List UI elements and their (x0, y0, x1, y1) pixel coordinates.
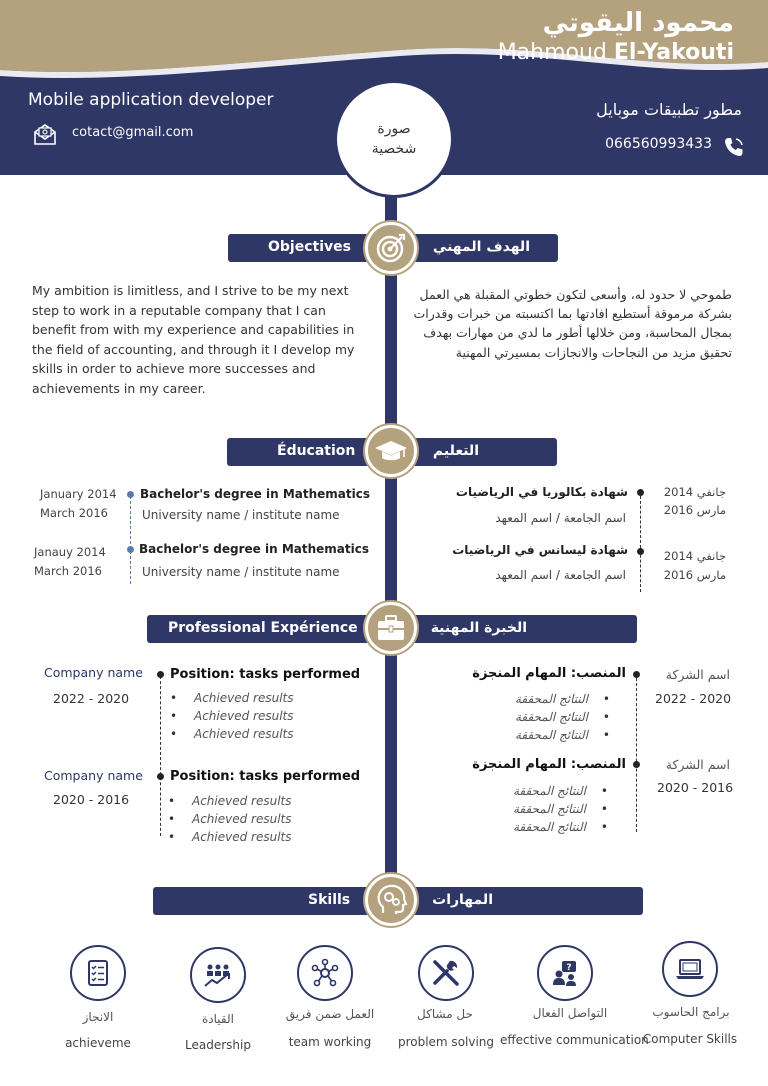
head-gears-icon (365, 874, 417, 926)
job-title-english: Mobile application developer (28, 90, 274, 110)
list-item: • Achieved results (170, 689, 294, 707)
exp-en-2-position: Position: tasks performed (170, 769, 361, 784)
exp-en-1-position: Position: tasks performed (170, 667, 361, 682)
phone-number[interactable]: 066560993433 (605, 136, 712, 152)
edu-en-2-institute: University name / institute name (142, 565, 340, 579)
exp-en-1-company: Company name (44, 665, 143, 680)
skill-label-ar: الانجاز (82, 1010, 114, 1024)
skill-label-en: Leadership (185, 1038, 251, 1052)
list-item: • Achieved results (170, 707, 294, 725)
edu-ar-2-institute: اسم الجامعة / اسم المعهد (495, 568, 626, 582)
edu-ar-1-institute: اسم الجامعة / اسم المعهد (495, 511, 626, 525)
edu-en-1-start: January 2014 (40, 487, 117, 501)
experience-ar-dot (633, 671, 640, 678)
education-en-dot (127, 546, 134, 553)
profile-photo-placeholder: صورة شخصية (334, 80, 454, 198)
experience-ar-connector (636, 678, 637, 832)
laptop-icon (662, 941, 718, 997)
exp-en-1-years: 2022 - 2020 (53, 691, 130, 706)
skills-title-en: Skills (308, 892, 351, 908)
education-ar-connector (640, 496, 641, 592)
exp-ar-2-results (513, 782, 608, 836)
job-title-arabic: مطور تطبيقات موبايل (596, 100, 742, 119)
education-en-connector (130, 496, 131, 584)
experience-en-dot (157, 671, 164, 678)
list-item: • Achieved results (168, 810, 292, 828)
edu-ar-1-degree: شهادة بكالوريا في الرياضيات (455, 485, 628, 499)
skill-label-ar: القيادة (202, 1012, 234, 1026)
email-address[interactable]: cotact@gmail.com (72, 125, 194, 140)
objectives-text-ar: طموحي لا حدود له، وأسعى لتكون خطوتي المقبلة هي العمل بشركة مرموقة أستطيع افادتها بما اكتسبته من خبرات وقدرات بمجال المحاسبة، ومن خلالها أطور ما لدي من مهارات بهدف تحقيق مزيد من النجاحات والانجازات بمسيرتي المهنية (413, 287, 732, 360)
exp-ar-1-years: 2022 - 2020 (655, 691, 732, 706)
list-item: • النتائج المحققة (513, 818, 608, 836)
skill-label-en: achieveme (65, 1036, 131, 1050)
edu-en-1-degree: Bachelor's degree in Mathematics (140, 487, 370, 501)
briefcase-icon (365, 602, 417, 654)
list-item: • Achieved results (168, 792, 292, 810)
experience-title-en: Professional Expérience (168, 620, 358, 636)
list-item: • النتائج المحققة (515, 726, 610, 744)
list-item: • النتائج المحققة (513, 800, 608, 818)
list-item: • النتائج المحققة (515, 690, 610, 708)
checklist-icon (70, 945, 126, 1001)
experience-en-dot (157, 773, 164, 780)
edu-en-2-start: Janauy 2014 (34, 545, 106, 559)
exp-en-1-results (194, 689, 294, 743)
edu-en-1-end: March 2016 (40, 506, 108, 520)
target-icon (365, 222, 417, 274)
edu-en-1-institute: University name / institute name (142, 508, 340, 522)
communication-icon (537, 945, 593, 1001)
education-ar-dot (637, 548, 644, 555)
skill-label-en: Computer Skills (642, 1032, 738, 1046)
svg-text:?: ? (566, 963, 572, 973)
experience-en-connector (160, 676, 161, 836)
education-ar-dot (637, 489, 644, 496)
exp-ar-1-position: المنصب: المهام المنجزة (472, 666, 626, 681)
skill-label-ar: العمل ضمن فريق (285, 1007, 375, 1021)
skill-label-ar: حل مشاكل (417, 1007, 473, 1021)
objectives-title-en: Objectives (268, 239, 351, 255)
education-title-ar: التعليم (432, 443, 479, 459)
skill-label-ar: التواصل الفعال (532, 1006, 608, 1020)
edu-ar-1-end: مارس 2016 (663, 503, 726, 517)
email-icon (33, 122, 57, 146)
skills-title-ar: المهارات (432, 892, 493, 908)
edu-ar-2-start: جانفي 2014 (663, 549, 726, 563)
edu-ar-2-end: مارس 2016 (663, 568, 726, 582)
exp-en-2-company: Company name (44, 768, 143, 783)
exp-ar-2-company: اسم الشركة (665, 757, 730, 772)
skill-label-en: effective communication (500, 1033, 649, 1047)
edu-en-2-end: March 2016 (34, 564, 102, 578)
objectives-text-en: My ambition is limitless, and I strive to be my next step to work in a reputable company that I can benefit from with my experience and capabilities in the field of accounting, and through it I develop my skills in order to achieve more successes and achievements in my career. (32, 283, 355, 396)
experience-ar-dot (633, 761, 640, 768)
tools-icon (418, 945, 474, 1001)
list-item: • Achieved results (168, 828, 292, 846)
list-item: • النتائج المحققة (513, 782, 608, 800)
timeline-line (385, 195, 397, 885)
experience-title-ar: الخبرة المهنية (430, 620, 527, 636)
edu-en-2-degree: Bachelor's degree in Mathematics (139, 542, 369, 556)
name-arabic: محمود اليقوتي (542, 8, 734, 38)
exp-ar-2-position: المنصب: المهام المنجزة (472, 757, 626, 772)
education-title-en: Éducation (277, 443, 356, 459)
exp-ar-1-results (515, 690, 610, 744)
network-icon (297, 945, 353, 1001)
skill-label-en: team working (288, 1035, 372, 1049)
exp-en-2-results (192, 792, 292, 846)
list-item: • النتائج المحققة (515, 708, 610, 726)
exp-en-2-years: 2020 - 2016 (53, 792, 130, 807)
exp-ar-1-company: اسم الشركة (665, 667, 730, 682)
edu-ar-2-degree: شهادة ليسانس في الرياضيات (452, 543, 628, 557)
education-en-dot (127, 491, 134, 498)
exp-ar-2-years: 2020 - 2016 (657, 780, 734, 795)
list-item: • Achieved results (170, 725, 294, 743)
skill-label-en: problem solving (397, 1035, 495, 1049)
phone-icon (722, 135, 746, 159)
objectives-title-ar: الهدف المهني (432, 239, 530, 255)
leadership-chart-icon (190, 947, 246, 1003)
name-english: Mahmoud El-Yakouti (497, 40, 734, 65)
graduation-cap-icon (365, 425, 417, 477)
edu-ar-1-start: جانفي 2014 (663, 485, 726, 499)
skill-label-ar: برامج الحاسوب (652, 1005, 730, 1019)
